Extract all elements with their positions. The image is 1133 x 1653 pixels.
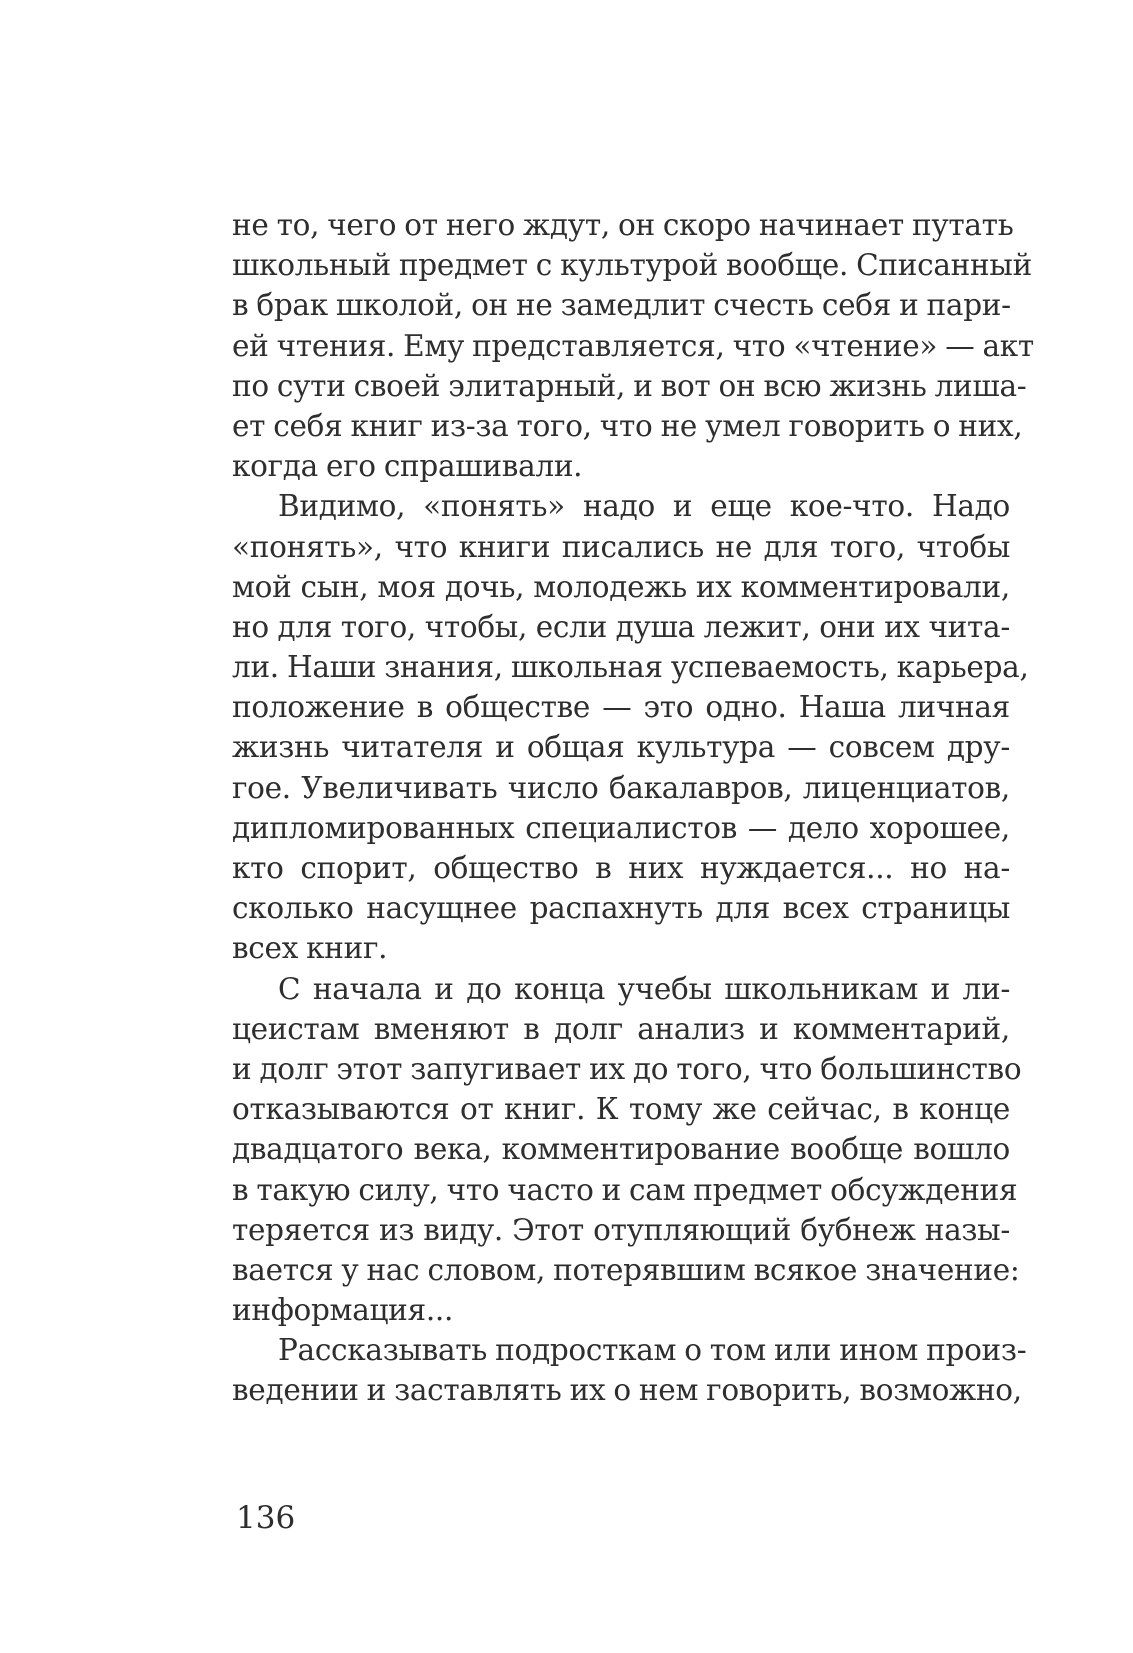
paragraph — [232, 1330, 1027, 1410]
text-line: ли. Наши знания, школьная успеваемость, карьера, — [232, 650, 1029, 685]
text-line: положение в обществе — это одно. Наша личная — [232, 690, 1010, 725]
page-number: 136 — [236, 1500, 296, 1536]
text-line: Видимо, «понять» надо и еще кое-что. Надо — [278, 489, 1010, 524]
text-line: ведении и заставлять их о нем говорить, возможно, — [232, 1373, 1022, 1408]
text-line: отказываются от книг. К тому же сейчас, в конце — [232, 1092, 1010, 1127]
text-line: Рассказывать подросткам о том или ином произ- — [278, 1333, 1027, 1368]
text-line: «понять», что книги писались не для того, чтобы — [232, 529, 1010, 564]
text-line: цеистам вменяют в долг анализ и комментарий, — [232, 1011, 1010, 1046]
text-line: кто спорит, общество в них нуждается... но на- — [232, 851, 1010, 885]
text-line: не то, чего от него ждут, он скоро начинает путать — [232, 208, 1014, 242]
paragraph — [232, 205, 1034, 486]
text-line: ет себя книг из-за того, что не умел говорить о них, — [232, 408, 1023, 443]
text-line: школьный предмет с культурой вообще. Списанный — [232, 248, 1032, 283]
text-line: жизнь читателя и общая культура — совсем дру- — [232, 730, 1010, 765]
paragraph — [232, 486, 1029, 968]
text-line: вается у нас словом, потерявшим всякое значение: — [232, 1252, 1020, 1287]
text-line: в брак школой, он не замедлит счесть себя и пари- — [232, 288, 1011, 323]
text-line: но для того, чтобы, если душа лежит, они их чита- — [232, 609, 1010, 644]
text-line: по сути своей элитарный, и вот он всю жизнь лиша- — [232, 368, 1027, 403]
text-line: информация... — [232, 1293, 454, 1328]
text-line: двадцатого века, комментирование вообще вошло — [232, 1132, 1010, 1167]
text-line: и долг этот запугивает их до того, что большинство — [232, 1051, 1022, 1086]
text-line: всех книг. — [232, 931, 388, 966]
text-line: ей чтения. Ему представляется, что «чтение» — акт — [232, 328, 1034, 363]
body-text — [232, 205, 1034, 1411]
text-line: С начала и до конца учебы школьникам и ли- — [278, 971, 1010, 1006]
text-line: мой сын, моя дочь, молодежь их комментировали, — [232, 569, 1010, 604]
text-line: в такую силу, что часто и сам предмет обсуждения — [232, 1172, 1018, 1207]
text-line: теряется из виду. Этот отупляющий бубнеж назы- — [232, 1212, 1010, 1247]
text-line: когда его спрашивали. — [232, 449, 583, 484]
text-line: дипломированных специалистов — дело хорошее, — [232, 810, 1010, 845]
text-line: сколько насущнее распахнуть для всех страницы — [232, 891, 1010, 926]
paragraph — [232, 969, 1022, 1331]
text-line: гое. Увеличивать число бакалавров, лиценциатов, — [232, 770, 1010, 805]
